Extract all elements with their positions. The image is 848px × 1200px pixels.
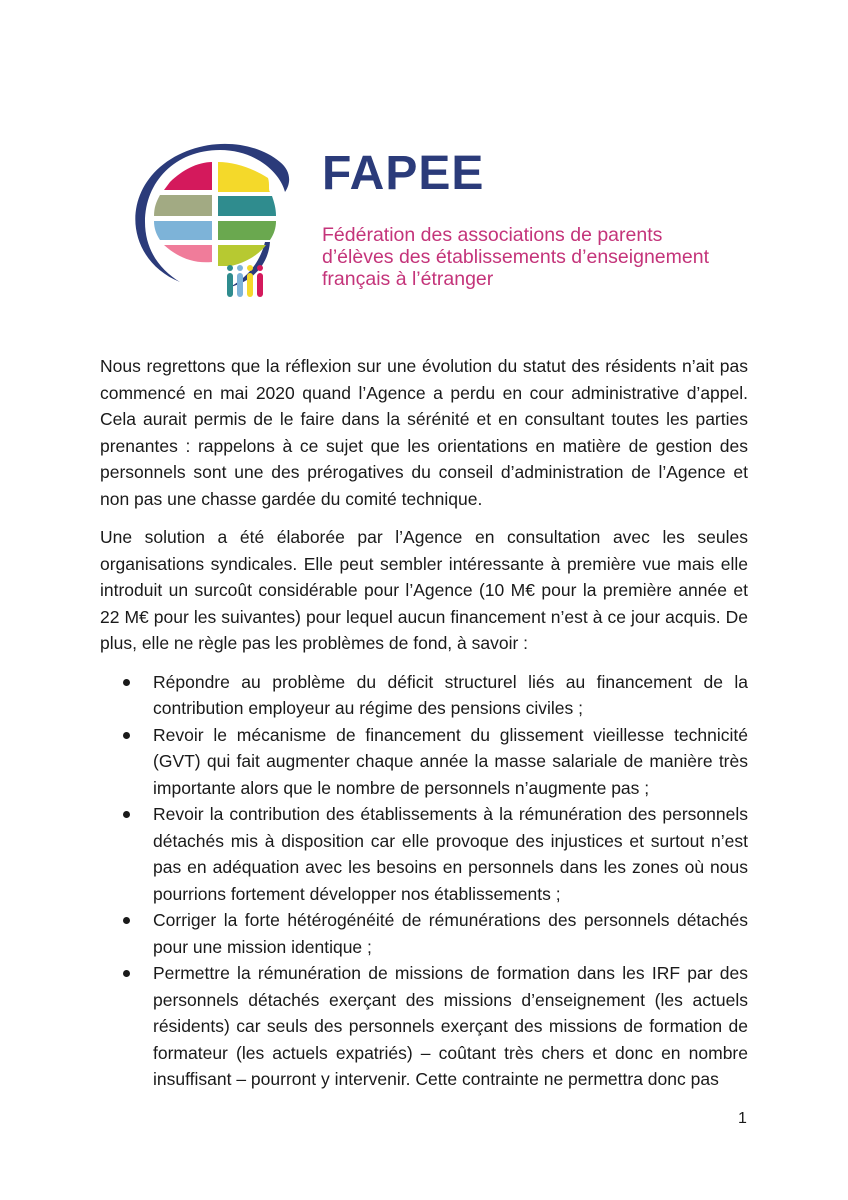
list-item-text: Répondre au problème du déficit structurel liés au financement de la contribution employeur au régime des pensions civiles ; [153,671,748,718]
bullet-icon [123,917,130,924]
list-item [100,801,748,907]
page-number: 1 [738,1110,747,1127]
fapee-logo-icon [120,132,292,304]
brand-line: Fédération des associations de parents [322,224,663,246]
brand-line: d’élèves des établissements d’enseignement [322,246,709,268]
bullet-icon [123,679,130,686]
list-item-text: Revoir la contribution des établissements à la rémunération des personnels détachés mis à disposition car elle provoque des injustices et surtout n’est pas en adéquation avec les besoins en personnels dans les zones où nous pourrions fortement développer nos établissements ; [153,804,748,904]
list-item [100,960,748,1093]
bullet-icon [123,811,130,818]
list-item-text: Permettre la rémunération de missions de formation dans les IRF par des personnels détachés exerçant des missions d’enseignement (les actuels résidents) car seuls des personnels exerçant des missions de formation de formateur (les actuels expatriés) – coûtant très chers et donc en nombre insuffisant – pourront y intervenir. Cette contrainte ne permettra donc pas [153,963,748,1089]
list-item [100,722,748,802]
bullet-list [100,669,748,1093]
list-item [100,907,748,960]
list-item [100,669,748,722]
bullet-icon [123,970,130,977]
list-item-text: Corriger la forte hétérogénéité de rémunérations des personnels détachés pour une mission identique ; [153,910,748,957]
brand-full-name [322,224,709,290]
paragraph: Nous regrettons que la réflexion sur une évolution du statut des résidents n’ait pas commencé en mai 2020 quand l’Agence a perdu en cour administrative d’appel. Cela aurait permis de le faire dans la sérénité et en consultant toutes les parties prenantes : rappelons à ce sujet que les orientations en matière de gestion des personnels sont une des prérogatives du conseil d’administration de l’Agence et non pas une chasse gardée du comité technique. [100,356,748,509]
bullet-icon [123,732,130,739]
brand-line: français à l’étranger [322,268,494,290]
list-item-text: Revoir le mécanisme de financement du glissement vieillesse technicité (GVT) qui fait augmenter chaque année la masse salariale de manière très importante alors que le nombre de personnels n’augmente pas ; [153,724,748,798]
brand-name: FAPEE [322,147,485,200]
document-body [100,353,748,1093]
paragraph: Une solution a été élaborée par l’Agence en consultation avec les seules organisations syndicales. Elle peut sembler intéressante à première vue mais elle introduit un surcoût considérable pour l’Agence (10 M€ pour la première année et 22 M€ pour les suivantes) pour lequel aucun financement n’est à ce jour acquis. De plus, elle ne règle pas les problèmes de fond, à savoir : [100,527,748,653]
